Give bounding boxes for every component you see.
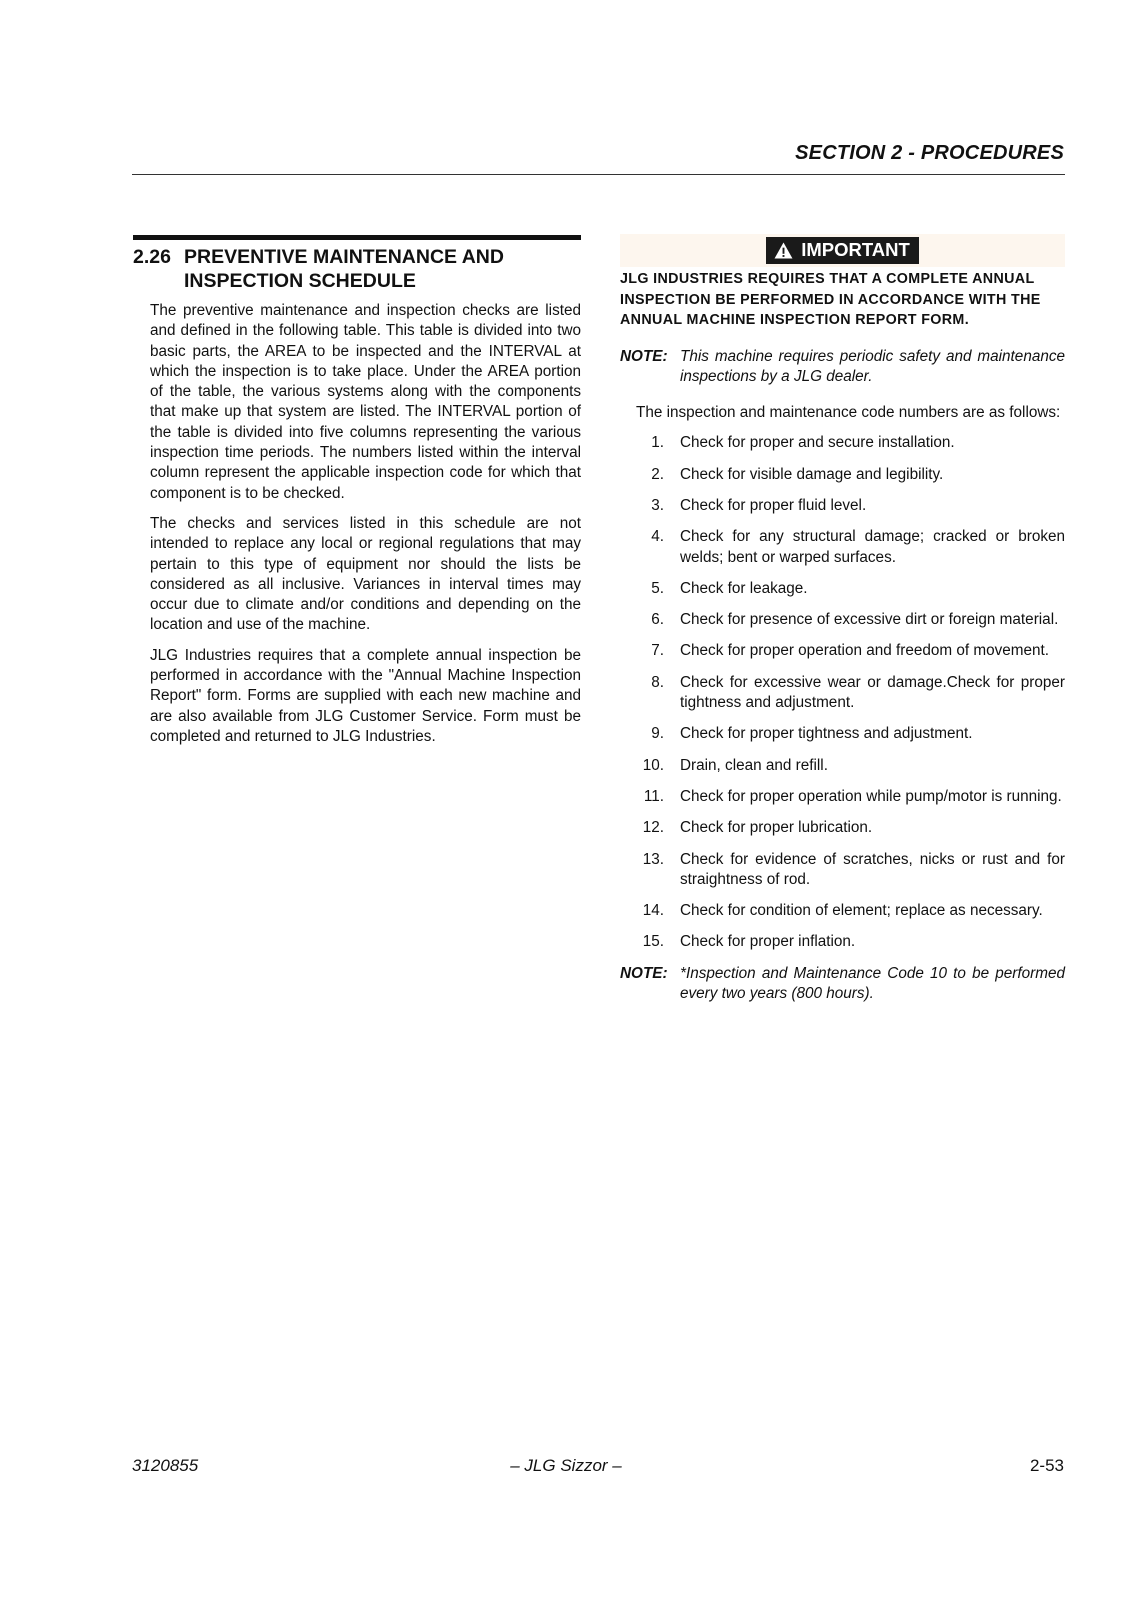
inspection-codes-list: [620, 433, 1065, 952]
note: [620, 347, 1065, 388]
list-item: [620, 787, 1065, 807]
code-number: 11.: [643, 787, 664, 805]
right-column: [620, 234, 1065, 1004]
note: [620, 964, 1065, 1005]
list-item: [620, 724, 1065, 744]
code-number: 9.: [651, 725, 664, 743]
list-item: [620, 850, 1065, 891]
list-item: [620, 756, 1065, 776]
code-text: Check for excessive wear or damage.Check for proper tightness and adjustment.: [680, 673, 1065, 712]
header-divider: [132, 174, 1065, 175]
document-number: 3120855: [132, 1456, 199, 1475]
code-text: Drain, clean and refill.: [680, 756, 828, 774]
note-label: NOTE:: [620, 347, 668, 365]
note-label: NOTE:: [620, 964, 668, 982]
section-title: PREVENTIVE MAINTENANCE AND INSPECTION SCHEDULE: [184, 246, 504, 292]
code-number: 2.: [651, 465, 664, 483]
section-heading: [133, 245, 581, 293]
code-number: 6.: [651, 611, 664, 629]
code-text: Check for proper lubrication.: [680, 819, 873, 837]
code-text: Check for visible damage and legibility.: [680, 465, 944, 483]
list-item: [620, 673, 1065, 714]
important-label-text: IMPORTANT: [801, 239, 910, 260]
list-item: [620, 610, 1065, 630]
code-number: 4.: [651, 528, 664, 546]
page-number: 2-53: [1029, 1456, 1064, 1475]
product-name: – JLG Sizzor –: [510, 1456, 622, 1475]
list-item: [620, 901, 1065, 921]
note-text: This machine requires periodic safety and maintenance inspections by a JLG dealer.: [680, 347, 1065, 385]
warning-triangle-icon: [774, 242, 793, 259]
codes-intro: The inspection and maintenance code numbers are as follows:: [636, 404, 1061, 422]
note-text: *Inspection and Maintenance Code 10 to be performed every two years (800 hours).: [680, 964, 1065, 1003]
list-item: [620, 433, 1065, 453]
code-text: Check for evidence of scratches, nicks or rust and for straightness of rod.: [680, 850, 1065, 888]
code-text: Check for proper and secure installation.: [680, 434, 955, 452]
code-text: Check for proper tightness and adjustment.: [680, 725, 973, 743]
code-number: 12.: [642, 819, 664, 837]
paragraph: The preventive maintenance and inspection checks are listed and defined in the following table. This table is divided into two basic parts, the AREA to be inspected and the INTERVAL at which the inspection is to take place. Under the AREA portion of the table, the various systems along with the components that make up that system are listed. The INTERVAL portion of the table is divided into five columns representing the various inspection time periods. The numbers listed within the interval column represent the applicable inspection code for which that component is to be checked.: [150, 302, 581, 502]
code-number: 5.: [651, 579, 664, 597]
paragraph: The checks and services listed in this schedule are not intended to replace any local or regional regulations that may pertain to this type of equipment nor should the lists be considered as all inclusive. Variances in interval times may occur due to climate and/or conditions and depending on the location and use of the machine.: [150, 514, 581, 634]
code-text: Check for proper operation while pump/motor is running.: [680, 787, 1062, 805]
code-number: 10.: [642, 756, 664, 774]
list-item: [620, 579, 1065, 599]
code-text: Check for proper operation and freedom of movement.: [680, 642, 1050, 660]
list-item: [620, 932, 1065, 952]
code-text: Check for leakage.: [680, 579, 808, 597]
paragraph: JLG Industries requires that a complete annual inspection be performed in accordance with the "Annual Machine Inspection Report" form. Forms are supplied with each new machine and are also available from JLG Customer Service. Form must be completed and returned to JLG Industries.: [150, 646, 581, 745]
code-number: 1.: [651, 434, 664, 452]
list-item: [620, 527, 1065, 568]
code-number: 8.: [651, 673, 664, 691]
list-item: [620, 818, 1065, 838]
code-number: 13.: [642, 850, 664, 868]
important-banner: [620, 234, 1065, 267]
code-number: 14.: [642, 902, 664, 920]
important-message: JLG INDUSTRIES REQUIRES THAT A COMPLETE ANNUAL INSPECTION BE PERFORMED IN ACCORDANCE WITH THE ANNUAL MACHINE INSPECTION REPORT FORM.: [620, 271, 1041, 328]
code-text: Check for proper fluid level.: [680, 496, 867, 514]
important-label: [766, 237, 919, 264]
code-text: Check for proper inflation.: [680, 933, 856, 951]
code-text: Check for any structural damage; cracked or broken welds; bent or warped surfaces.: [680, 528, 1065, 566]
left-column: [133, 235, 581, 747]
code-number: 7.: [651, 642, 664, 660]
section-bar: [133, 235, 581, 240]
section-header: SECTION 2 - PROCEDURES: [795, 142, 1064, 164]
code-text: Check for condition of element; replace as necessary.: [680, 902, 1043, 920]
list-item: [620, 465, 1065, 485]
list-item: [620, 496, 1065, 516]
section-number: 2.26: [133, 246, 171, 268]
code-number: 3.: [651, 496, 664, 514]
list-item: [620, 641, 1065, 661]
code-number: 15.: [642, 933, 664, 951]
code-text: Check for presence of excessive dirt or foreign material.: [680, 611, 1059, 629]
